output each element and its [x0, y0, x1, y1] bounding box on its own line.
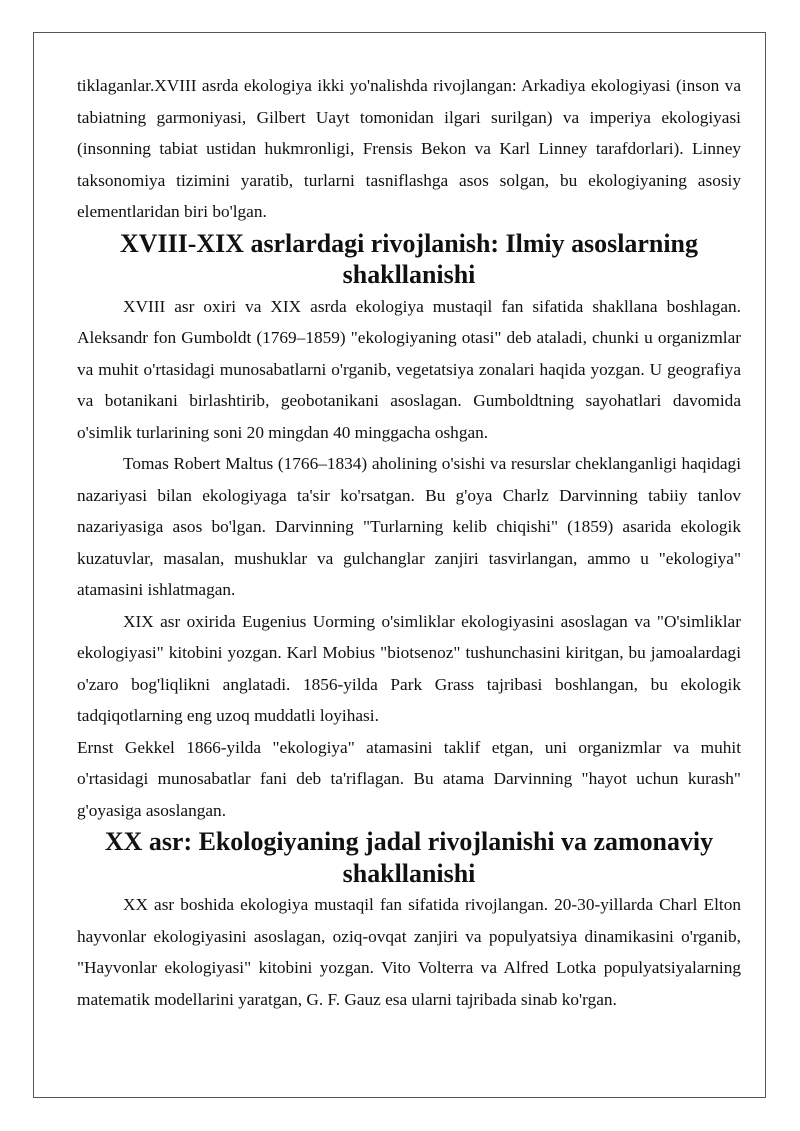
paragraph-arkadiya-imperiya: tiklaganlar.XVIII asrda ekologiya ikki yo'nalishda rivojlangan: Arkadiya ekologiyasi (inson va tabiatning garmoniyasi, Gilbert Uayt tomonidan ilgari surilgan) va imperiya ekologiyasi (insonning tabiat ustidan hukmronligi, Frensis Bekon va Karl Linney tarafdorlari). Linney taksonomiya tizimini yaratib, turlarni tasniflashga asos solgan, bu ekologiyaning asosiy elementlaridan biri bo'lgan.: [77, 76, 741, 221]
document-body: [77, 70, 741, 1015]
paragraph-maltus-darvin: Tomas Robert Maltus (1766–1834) aholining o'sishi va resurslar cheklanganligi haqidagi nazariyasi bilan ekologiyaga ta'sir ko'rsatgan. Bu g'oya Charlz Darvinning tabiiy tanlov nazariyasiga asos bo'lgan. Darvinning "Turlarning kelib chiqishi" (1859) asarida ekologik kuzatuvlar, masalan, mushuklar va gulchanglar zanjiri tasvirlangan, ammo u "ekologiya" atamasini ishlatmagan.: [77, 454, 741, 599]
paragraph-elton-volterra: XX asr boshida ekologiya mustaqil fan sifatida rivojlangan. 20-30-yillarda Charl Elton hayvonlar ekologiyasini asoslagan, oziq-ovqat zanjiri va populyatsiya dinamikasini o'rganib, "Hayvonlar ekologiyasi" kitobini yozgan. Vito Volterra va Alfred Lotka populyatsiyalarning matematik modellarini yaratgan, G. F. Gauz esa ularni tajribada sinab ko'rgan.: [77, 895, 741, 1009]
paragraph-gumboldt: XVIII asr oxiri va XIX asrda ekologiya mustaqil fan sifatida shakllana boshlagan. Aleksandr fon Gumboldt (1769–1859) "ekologiyaning otasi" deb ataladi, chunki u organizmlar va muhit o'rtasidagi munosabatlarni o'rganib, vegetatsiya zonalari haqida yozgan. U geografiya va botanikani birlashtirib, geobotanikani asoslagan. Gumboldtning sayohatlari davomida o'simlik turlarining soni 20 mingdan 40 minggacha oshgan.: [77, 296, 741, 442]
paragraph-gekkel: Ernst Gekkel 1866-yilda "ekologiya" atamasini taklif etgan, uni organizmlar va muhit o'rtasidagi munosabatlar fani deb ta'riflagan. Bu atama Darvinning "hayot uchun kurash" g'oyasiga asoslangan.: [77, 737, 741, 820]
section-heading-xviii-xix: XVIII-XIX asrlardagi rivojlanish: Ilmiy asoslarning shakllanishi: [120, 228, 698, 289]
section-heading-xx-asr: XX asr: Ekologiyaning jadal rivojlanishi va zamonaviy shakllanishi: [104, 827, 714, 888]
paragraph-uorming-mobius: XIX asr oxirida Eugenius Uorming o'simliklar ekologiyasini asoslagan va "O'simliklar ekologiyasi" kitobini yozgan. Karl Mobius "biotsenoz" tushunchasini kiritgan, bu jamoalardagi o'zaro bog'liqlikni anglatadi. 1856-yilda Park Grass tajribasi boshlangan, bu ekologik tadqiqotlarning eng uzoq muddatli loyihasi.: [77, 611, 741, 725]
